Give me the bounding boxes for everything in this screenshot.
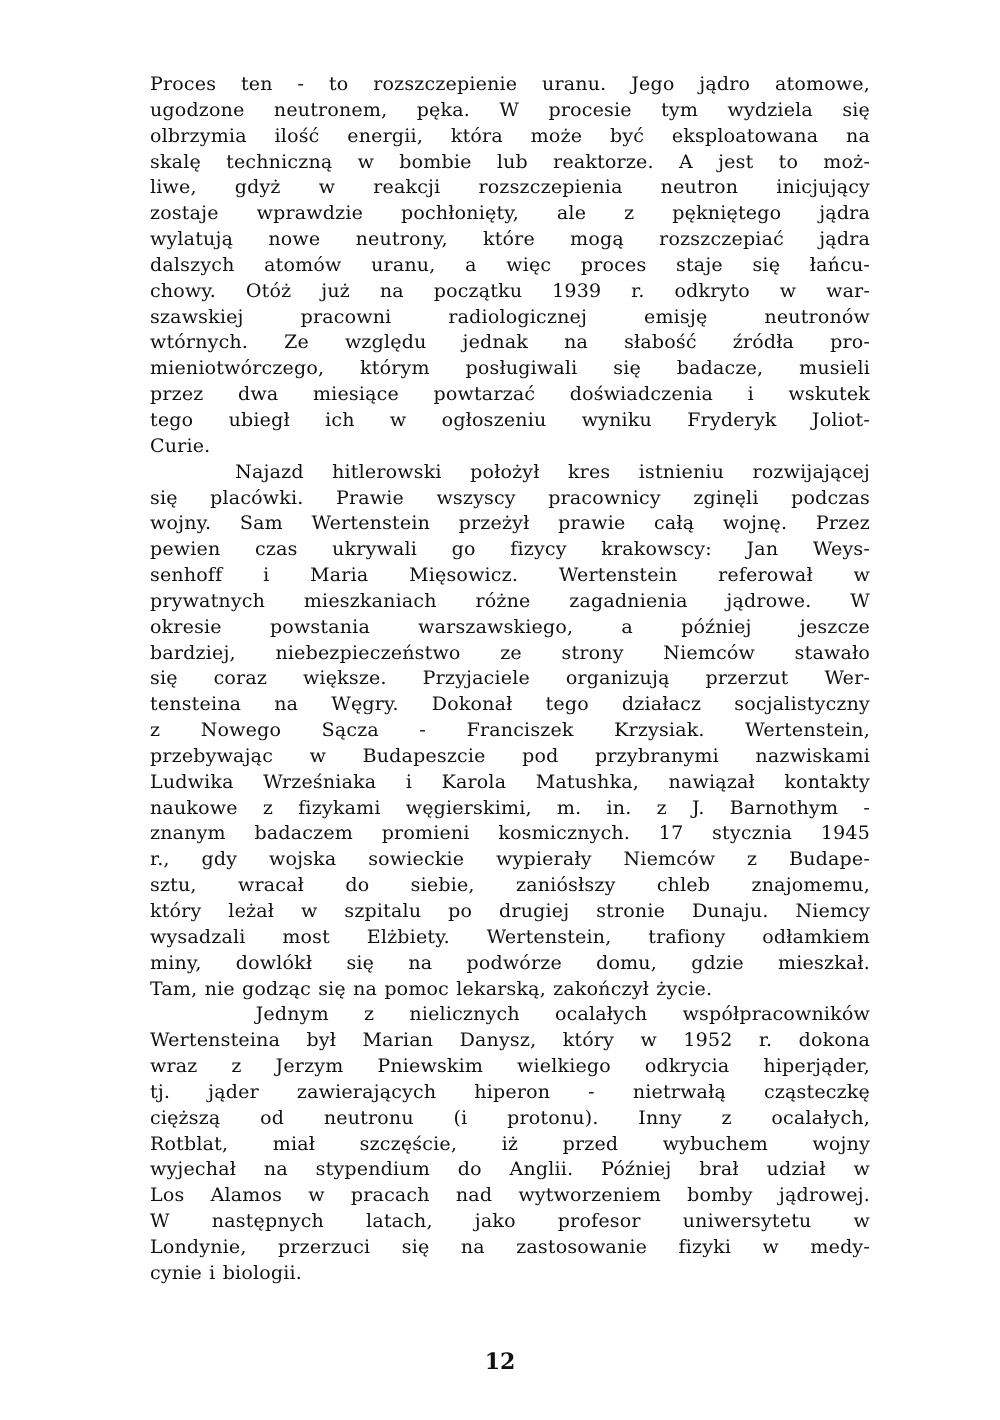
text-line: Proces ten - to rozszczepienie uranu. Jego jądro atomowe, [150, 73, 870, 95]
text-line: Rotblat, miał szczęście, iż przed wybuchem wojny [150, 1132, 870, 1155]
text-line: sztu, wracał do siebie, zaniósłszy chleb znajomemu, [150, 874, 870, 897]
text-line: z Nowego Sącza - Franciszek Krzysiak. Wertenstein, [150, 719, 870, 742]
text-line: Londynie, przerzuci się na zastosowanie fizyki w medy- [150, 1235, 870, 1258]
text-line: wyjechał na stypendium do Anglii. Później brał udział w [150, 1158, 870, 1181]
text-line: cięższą od neutronu (i protonu). Inny z ocalałych, [150, 1106, 870, 1129]
text-line: szawskiej pracowni radiologicznej emisję neutronów [150, 305, 870, 328]
text-line: Najazd hitlerowski położył kres istnieniu rozwijającej [150, 460, 870, 483]
text-line: r., gdy wojska sowieckie wypierały Niemców z Budape- [150, 848, 870, 871]
text-line: pewien czas ukrywali go fizycy krakowscy: Jan Weys- [150, 538, 870, 561]
text-line: tj. jąder zawierających hiperon - nietrwałą cząsteczkę [150, 1080, 870, 1103]
text-line: skalę techniczną w bombie lub reaktorze. A jest to moż- [150, 150, 870, 173]
text-line: Tam, nie godząc się na pomoc lekarską, zakończył życie. [150, 977, 713, 1000]
text-line: bardziej, niebezpieczeństwo ze strony Niemców stawało [150, 641, 870, 664]
text-line: mieniotwórczego, którym posługiwali się badacze, musieli [150, 357, 870, 380]
text-line: znanym badaczem promieni kosmicznych. 17 stycznia 1945 [150, 822, 870, 845]
text-line: okresie powstania warszawskiego, a później jeszcze [150, 615, 870, 638]
text-line: zostaje wprawdzie pochłonięty, ale z pękniętego jądra [150, 202, 870, 225]
text-line: W następnych latach, jako profesor uniwersytetu w [150, 1210, 870, 1233]
text-line: Los Alamos w pracach nad wytworzeniem bomby jądrowej. [150, 1184, 870, 1207]
text-line: Curie. [150, 434, 211, 457]
text-line: cynie i biologii. [150, 1261, 303, 1284]
text-line: chowy. Otóż już na początku 1939 r. odkryto w war- [150, 279, 870, 302]
text-line: naukowe z fizykami węgierskimi, m. in. z J. Barnothym - [150, 796, 870, 819]
text-line: ugodzone neutronem, pęka. W procesie tym wydziela się [150, 98, 870, 121]
text-line: wylatują nowe neutrony, które mogą rozszczepiać jądra [150, 228, 870, 251]
text-line: który leżał w szpitalu po drugiej stronie Dunaju. Niemcy [150, 900, 870, 922]
text-line: wraz z Jerzym Pniewskim wielkiego odkrycia hiperjąder, [150, 1055, 870, 1078]
text-line: olbrzymia ilość energii, która może być eksploatowana na [150, 124, 870, 147]
text-line: miny, dowlókł się na podwórze domu, gdzie mieszkał. [150, 951, 870, 974]
paragraph [150, 460, 870, 1003]
text-line: prywatnych mieszkaniach różne zagadnienia jądrowe. W [150, 589, 870, 612]
paragraph [150, 1002, 870, 1286]
text-line: senhoff i Maria Mięsowicz. Wertenstein referował w [150, 564, 870, 587]
text-line: wysadzali most Elżbiety. Wertenstein, trafiony odłamkiem [150, 925, 870, 948]
text-line: tego ubiegł ich w ogłoszeniu wyniku Fryderyk Joliot- [150, 408, 870, 431]
text-line: liwe, gdyż w reakcji rozszczepienia neutron inicjujący [150, 176, 870, 199]
text-line: się placówki. Prawie wszyscy pracownicy zginęli podczas [150, 486, 870, 509]
text-line: się coraz większe. Przyjaciele organizują przerzut Wer- [150, 667, 870, 690]
text-line: Ludwika Wrześniaka i Karola Matushka, nawiązał kontakty [150, 770, 870, 793]
text-line: dalszych atomów uranu, a więc proces staje się łańcu- [150, 253, 870, 276]
text-line: przez dwa miesiące powtarzać doświadczenia i wskutek [150, 383, 870, 406]
text-line: tensteina na Węgry. Dokonał tego działacz socjalistyczny [150, 693, 870, 716]
body-text [150, 72, 870, 1287]
text-line: wtórnych. Ze względu jednak na słabość źródła pro- [150, 331, 870, 354]
text-line: przebywając w Budapeszcie pod przybranymi nazwiskami [150, 744, 870, 767]
text-line: Jednym z nielicznych ocalałych współpracowników [150, 1003, 870, 1026]
paragraph [150, 72, 870, 460]
text-line: Wertensteina był Marian Danysz, który w 1952 r. dokona [150, 1029, 870, 1052]
page-number: 12 [484, 1349, 516, 1375]
text-line: wojny. Sam Wertenstein przeżył prawie całą wojnę. Przez [150, 512, 870, 535]
